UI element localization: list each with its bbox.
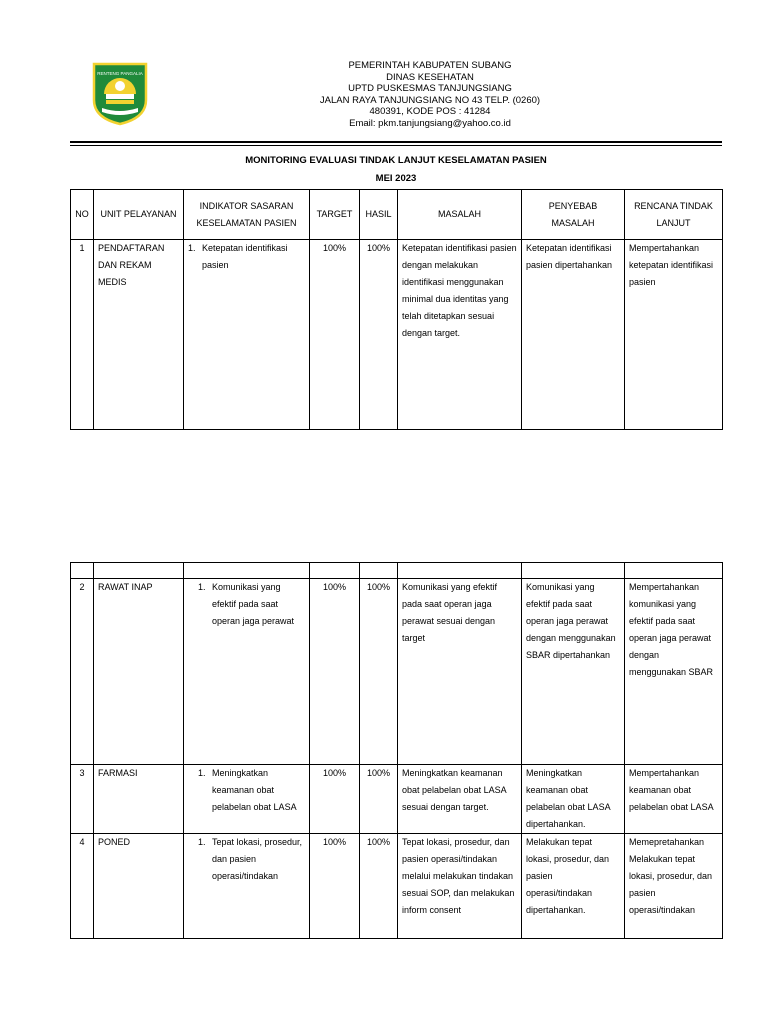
- row-unit: FARMASI: [94, 765, 184, 834]
- indicator-number: 1.: [198, 582, 206, 592]
- header-divider-thin: [70, 145, 722, 146]
- row-masalah: Meningkatkan keamanan obat pelabelan obat LASA sesuai dengan target.: [398, 765, 522, 834]
- table-row: [71, 579, 723, 765]
- row-target: 100%: [310, 240, 360, 430]
- row-no: 4: [71, 834, 94, 939]
- letterhead-email: Email: pkm.tanjungsiang@yahoo.co.id: [349, 117, 511, 129]
- row-no: 3: [71, 765, 94, 834]
- row-unit: RAWAT INAP: [94, 579, 184, 765]
- monitoring-table-page-1: [70, 189, 723, 430]
- document-title: MONITORING EVALUASI TINDAK LANJUT KESELAMATAN PASIEN: [245, 155, 547, 166]
- letterhead-line: JALAN RAYA TANJUNGSIANG NO 43 TELP. (0260): [319, 94, 541, 106]
- letterhead: [300, 60, 560, 129]
- indicator-number: 1.: [198, 837, 206, 847]
- row-penyebab: Melakukan tepat lokasi, prosedur, dan pasien operasi/tindakan dipertahankan.: [522, 834, 625, 939]
- row-rencana: Mempertahankan keamanan obat pelabelan obat LASA: [625, 765, 723, 834]
- table-row: [71, 240, 723, 430]
- header-rencana: RENCANA TINDAK LANJUT: [625, 190, 723, 240]
- indicator-number: 1.: [188, 243, 196, 253]
- indicator-number: 1.: [198, 768, 206, 778]
- indicator-text: Tepat lokasi, prosedur, dan pasien operasi/tindakan: [212, 837, 303, 881]
- svg-text:RENTENG PANGALIA: RENTENG PANGALIA: [97, 71, 143, 76]
- indicator-text: Ketepatan identifikasi pasien: [202, 243, 288, 270]
- row-target: 100%: [310, 834, 360, 939]
- indicator-text: Meningkatkan keamanan obat pelabelan obat LASA: [212, 768, 297, 812]
- table-header-row: [71, 190, 723, 240]
- empty-header-row: [71, 563, 723, 579]
- row-target: 100%: [310, 579, 360, 765]
- row-hasil: 100%: [360, 240, 398, 430]
- table-row: [71, 834, 723, 939]
- row-penyebab: Komunikasi yang efektif pada saat operan jaga perawat dengan menggunakan SBAR dipertahankan: [522, 579, 625, 765]
- header-indikator: INDIKATOR SASARAN KESELAMATAN PASIEN: [184, 190, 310, 240]
- row-rencana: Mempertahankan komunikasi yang efektif pada saat operan jaga perawat dengan menggunakan SBAR: [625, 579, 723, 765]
- letterhead-line: 480391, KODE POS : 41284: [369, 106, 491, 117]
- row-no: 2: [71, 579, 94, 765]
- subang-regency-logo: [90, 60, 150, 126]
- row-unit: PENDAFTARAN DAN REKAM MEDIS: [94, 240, 184, 430]
- row-rencana: Memepretahankan Melakukan tepat lokasi, prosedur, dan pasien operasi/tindakan: [625, 834, 723, 939]
- row-rencana: Mempertahankan ketepatan identifikasi pasien: [625, 240, 723, 430]
- row-indicator: [184, 579, 310, 765]
- header-hasil: HASIL: [360, 190, 398, 240]
- row-masalah: Tepat lokasi, prosedur, dan pasien operasi/tindakan melalui melakukan tindakan sesuai SOP, dan melakukan inform consent: [398, 834, 522, 939]
- table-row: [71, 765, 723, 834]
- header-target: TARGET: [310, 190, 360, 240]
- letterhead-line: UPTD PUSKESMAS TANJUNGSIANG: [348, 83, 512, 94]
- row-hasil: 100%: [360, 765, 398, 834]
- monitoring-table-page-2: [70, 562, 723, 939]
- row-target: 100%: [310, 765, 360, 834]
- header-divider-thick: [70, 141, 722, 143]
- letterhead-line: DINAS KESEHATAN: [386, 71, 474, 83]
- row-indicator: [184, 240, 310, 430]
- header-masalah: MASALAH: [398, 190, 522, 240]
- row-penyebab: Ketepatan identifikasi pasien dipertahankan: [522, 240, 625, 430]
- row-no: 1: [71, 240, 94, 430]
- header-penyebab: PENYEBAB MASALAH: [522, 190, 625, 240]
- row-indicator: [184, 834, 310, 939]
- row-indicator: [184, 765, 310, 834]
- header-no: NO: [71, 190, 94, 240]
- document-period: MEI 2023: [375, 173, 417, 184]
- row-penyebab: Meningkatkan keamanan obat pelabelan obat LASA dipertahankan.: [522, 765, 625, 834]
- row-hasil: 100%: [360, 579, 398, 765]
- row-masalah: Komunikasi yang efektif pada saat operan jaga perawat sesuai dengan target: [398, 579, 522, 765]
- indicator-text: Komunikasi yang efektif pada saat operan jaga perawat: [212, 582, 295, 626]
- row-unit: PONED: [94, 834, 184, 939]
- letterhead-line: PEMERINTAH KABUPATEN SUBANG: [348, 60, 512, 71]
- row-hasil: 100%: [360, 834, 398, 939]
- header-unit: UNIT PELAYANAN: [94, 190, 184, 240]
- row-masalah: Ketepatan identifikasi pasien dengan melakukan identifikasi menggunakan minimal dua identitas yang telah ditetapkan sesuai dengan target.: [398, 240, 522, 430]
